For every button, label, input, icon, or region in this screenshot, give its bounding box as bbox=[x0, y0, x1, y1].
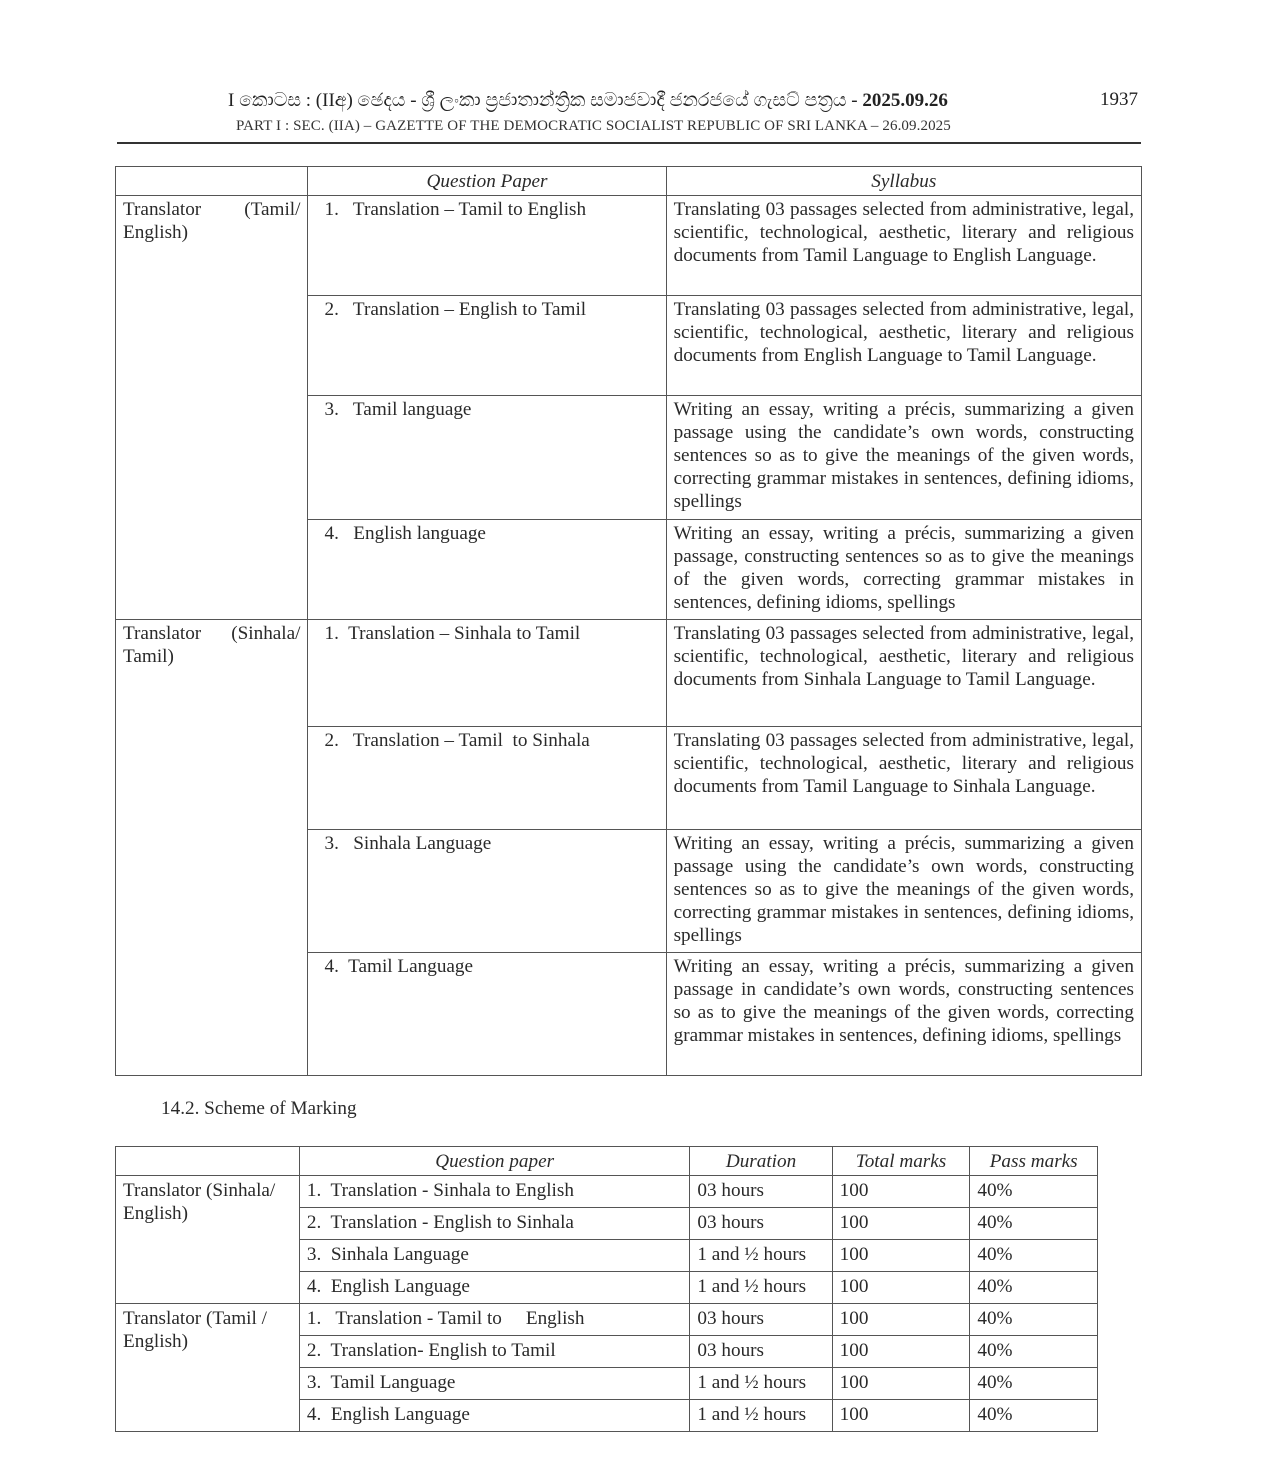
question-paper-cell: 4. Tamil Language bbox=[308, 953, 666, 1076]
question-paper-cell: 1. Translation – Tamil to English bbox=[308, 196, 666, 296]
pass-marks-cell: 40% bbox=[970, 1176, 1098, 1208]
header-cell-post bbox=[116, 1147, 300, 1176]
table-header-row bbox=[116, 167, 1142, 196]
post-cell: Translator (Tamil / English) bbox=[116, 1304, 300, 1432]
total-marks-cell: 100 bbox=[832, 1176, 970, 1208]
syllabus-cell: Translating 03 passages selected from administrative, legal, scientific, technological, aesthetic, literary and religious documents from Sinhala Language to Tamil Language. bbox=[666, 620, 1141, 727]
duration-cell: 03 hours bbox=[690, 1304, 832, 1336]
gazette-header-sinhala-date: 2025.09.26 bbox=[862, 90, 948, 111]
question-paper-cell: 3. Tamil Language bbox=[299, 1368, 690, 1400]
gazette-header-sinhala bbox=[228, 90, 948, 112]
header-divider bbox=[117, 142, 1141, 144]
gazette-header-sinhala-title: I කොටස : (IIඅ) ඡෙදය - ශ්‍රී ලංකා ප්‍රජාතාන්ත්‍රික සමාජවාදී ජනරජයේ ගැසට් පත්‍රය - bbox=[228, 90, 863, 111]
syllabus-cell: Translating 03 passages selected from administrative, legal, scientific, technological, aesthetic, literary and religious documents from Tamil Language to Sinhala Language. bbox=[666, 727, 1141, 830]
total-marks-cell: 100 bbox=[832, 1368, 970, 1400]
question-paper-cell: 3. Tamil language bbox=[308, 396, 666, 520]
question-paper-cell: 2. Translation – Tamil to Sinhala bbox=[308, 727, 666, 830]
post-cell: Translator (Tamil/ English) bbox=[116, 196, 308, 620]
pass-marks-cell: 40% bbox=[970, 1336, 1098, 1368]
pass-marks-cell: 40% bbox=[970, 1304, 1098, 1336]
duration-cell: 1 and ½ hours bbox=[690, 1272, 832, 1304]
gazette-header-english: PART I : SEC. (IIA) – GAZETTE OF THE DEMOCRATIC SOCIALIST REPUBLIC OF SRI LANKA – 26.09.2025 bbox=[236, 118, 951, 134]
question-paper-cell: 1. Translation - Sinhala to English bbox=[299, 1176, 690, 1208]
post-cell: Translator (Sinhala/ English) bbox=[116, 1176, 300, 1304]
question-paper-cell: 3. Sinhala Language bbox=[308, 830, 666, 953]
syllabus-cell: Writing an essay, writing a précis, summarizing a given passage using the candidate’s own words, constructing sentences so as to give the meanings of the given words, correcting grammar mistakes in sentences, defining idioms, spellings bbox=[666, 830, 1141, 953]
question-paper-cell: 4. English language bbox=[308, 520, 666, 620]
question-paper-cell: 2. Translation- English to Tamil bbox=[299, 1336, 690, 1368]
syllabus-cell: Translating 03 passages selected from administrative, legal, scientific, technological, aesthetic, literary and religious documents from Tamil Language to English Language. bbox=[666, 196, 1141, 296]
total-marks-cell: 100 bbox=[832, 1304, 970, 1336]
question-paper-cell: 2. Translation – English to Tamil bbox=[308, 296, 666, 396]
pass-marks-cell: 40% bbox=[970, 1240, 1098, 1272]
duration-cell: 1 and ½ hours bbox=[690, 1368, 832, 1400]
header-cell-syllabus: Syllabus bbox=[666, 167, 1141, 196]
header-cell-pass-marks: Pass marks bbox=[970, 1147, 1098, 1176]
duration-cell: 03 hours bbox=[690, 1336, 832, 1368]
pass-marks-cell: 40% bbox=[970, 1272, 1098, 1304]
question-paper-cell: 4. English Language bbox=[299, 1400, 690, 1432]
question-paper-cell: 4. English Language bbox=[299, 1272, 690, 1304]
page-number: 1937 bbox=[1100, 89, 1138, 110]
total-marks-cell: 100 bbox=[832, 1208, 970, 1240]
table-row bbox=[116, 1304, 1098, 1336]
syllabus-cell: Writing an essay, writing a précis, summarizing a given passage, constructing sentences so as to give the meanings of the given words, correcting grammar mistakes in sentences, defining idioms, spellings bbox=[666, 520, 1141, 620]
pass-marks-cell: 40% bbox=[970, 1368, 1098, 1400]
duration-cell: 1 and ½ hours bbox=[690, 1400, 832, 1432]
question-paper-cell: 1. Translation – Sinhala to Tamil bbox=[308, 620, 666, 727]
total-marks-cell: 100 bbox=[832, 1240, 970, 1272]
syllabus-cell: Writing an essay, writing a précis, summarizing a given passage using the candidate’s own words, constructing sentences so as to give the meanings of the given words, correcting grammar mistakes in sentences, defining idioms, spellings bbox=[666, 396, 1141, 520]
table-row bbox=[116, 620, 1142, 727]
question-paper-cell: 1. Translation - Tamil to English bbox=[299, 1304, 690, 1336]
post-cell: Translator (Sinhala/ Tamil) bbox=[116, 620, 308, 1076]
marking-table bbox=[115, 1146, 1098, 1432]
table-header-row bbox=[116, 1147, 1098, 1176]
question-paper-cell: 2. Translation - English to Sinhala bbox=[299, 1208, 690, 1240]
header-cell-total-marks: Total marks bbox=[832, 1147, 970, 1176]
total-marks-cell: 100 bbox=[832, 1272, 970, 1304]
syllabus-table bbox=[115, 166, 1142, 1076]
duration-cell: 03 hours bbox=[690, 1176, 832, 1208]
total-marks-cell: 100 bbox=[832, 1336, 970, 1368]
syllabus-cell: Translating 03 passages selected from administrative, legal, scientific, technological, aesthetic, literary and religious documents from English Language to Tamil Language. bbox=[666, 296, 1141, 396]
header-cell-duration: Duration bbox=[690, 1147, 832, 1176]
total-marks-cell: 100 bbox=[832, 1400, 970, 1432]
syllabus-cell: Writing an essay, writing a précis, summarizing a given passage in candidate’s own words, constructing sentences so as to give the meanings of the given words, correcting grammar mistakes in sentences, defining idioms, spellings bbox=[666, 953, 1141, 1076]
duration-cell: 03 hours bbox=[690, 1208, 832, 1240]
table-row bbox=[116, 1176, 1098, 1208]
pass-marks-cell: 40% bbox=[970, 1208, 1098, 1240]
header-cell-question-paper: Question paper bbox=[299, 1147, 690, 1176]
header-cell-post bbox=[116, 167, 308, 196]
section-title-scheme-of-marking: 14.2. Scheme of Marking bbox=[161, 1098, 357, 1119]
pass-marks-cell: 40% bbox=[970, 1400, 1098, 1432]
question-paper-cell: 3. Sinhala Language bbox=[299, 1240, 690, 1272]
table-row bbox=[116, 196, 1142, 296]
header-cell-question-paper: Question Paper bbox=[308, 167, 666, 196]
duration-cell: 1 and ½ hours bbox=[690, 1240, 832, 1272]
